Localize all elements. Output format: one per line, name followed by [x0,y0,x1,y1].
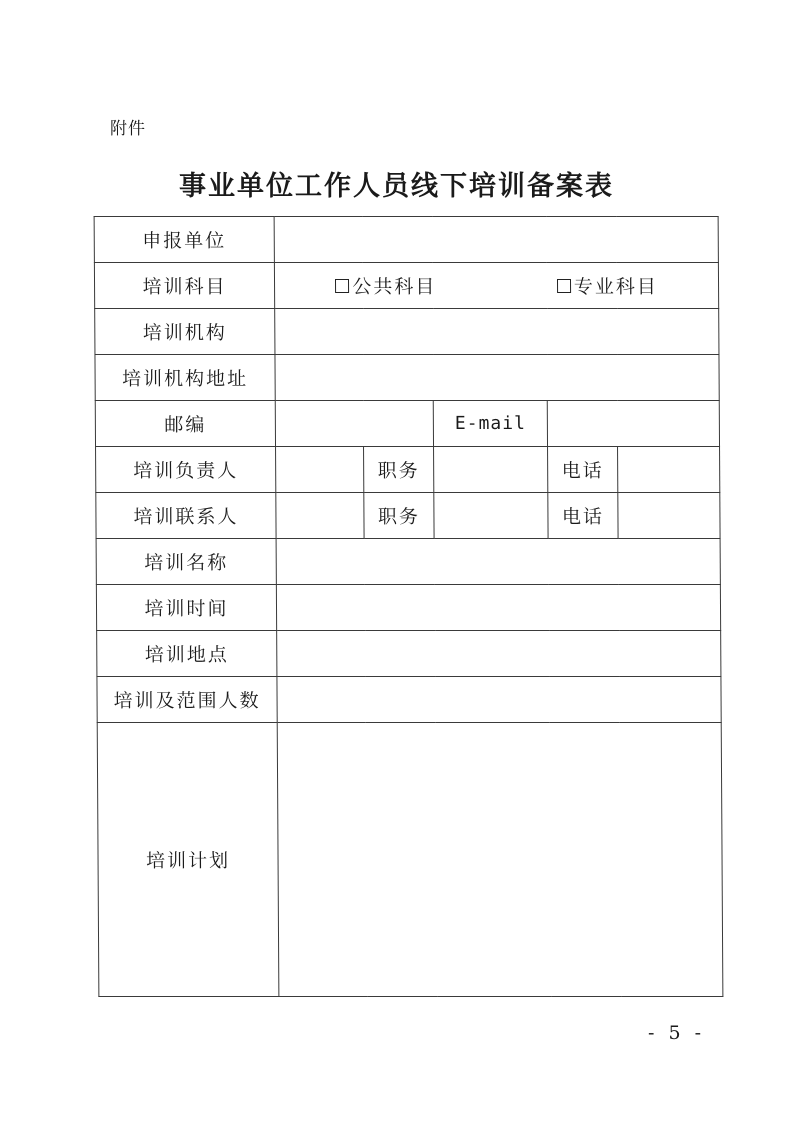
public-subject-label: 公共科目 [352,276,437,298]
training-subject-options [274,263,718,309]
public-subject-checkbox[interactable] [335,279,349,293]
professional-subject-checkbox[interactable] [557,279,571,293]
filing-form-table [94,216,724,997]
row-person-in-charge [96,447,720,493]
person-in-charge-position-field[interactable] [434,447,548,493]
training-time-field[interactable] [276,585,720,631]
training-institution-label: 培训机构 [95,309,275,355]
person-in-charge-phone-label: 电话 [548,447,618,493]
training-plan-label: 培训计划 [97,723,279,997]
page-number: - 5 - [647,1022,705,1044]
institution-address-label: 培训机构地址 [95,355,275,401]
contact-person-phone-label: 电话 [548,493,618,539]
contact-person-field[interactable] [276,493,364,539]
professional-subject-label: 专业科目 [573,276,658,298]
training-location-field[interactable] [277,631,721,677]
public-subject-option[interactable] [335,272,436,299]
row-postcode-email [95,401,719,447]
row-scope-headcount [97,677,721,723]
person-in-charge-label: 培训负责人 [96,447,276,493]
contact-person-phone-field[interactable] [618,493,720,539]
contact-person-label: 培训联系人 [96,493,276,539]
row-training-location [97,631,721,677]
professional-subject-option[interactable] [557,272,658,299]
person-in-charge-field[interactable] [276,447,364,493]
person-in-charge-position-label: 职务 [364,447,434,493]
postcode-label: 邮编 [95,401,275,447]
email-label: E-mail [433,401,547,447]
row-institution-address [95,355,719,401]
training-time-label: 培训时间 [96,585,276,631]
row-training-subject [94,263,718,309]
row-training-time [96,585,720,631]
contact-person-position-label: 职务 [364,493,434,539]
row-reporting-unit [94,217,718,263]
institution-address-field[interactable] [275,355,719,401]
person-in-charge-phone-field[interactable] [618,447,720,493]
training-subject-label: 培训科目 [94,263,274,309]
row-training-institution [95,309,719,355]
reporting-unit-label: 申报单位 [94,217,274,263]
row-training-plan [97,723,723,997]
training-institution-field[interactable] [275,309,719,355]
training-name-field[interactable] [276,539,720,585]
row-contact-person [96,493,720,539]
attachment-label: 附件 [110,119,146,139]
scope-headcount-label: 培训及范围人数 [97,677,277,723]
email-field[interactable] [547,401,719,447]
contact-person-position-field[interactable] [434,493,548,539]
row-training-name [96,539,720,585]
postcode-field[interactable] [275,401,433,447]
training-name-label: 培训名称 [96,539,276,585]
training-plan-field[interactable] [277,723,723,997]
scope-headcount-field[interactable] [277,677,721,723]
reporting-unit-field[interactable] [274,217,718,263]
form-title: 事业单位工作人员线下培训备案表 [179,171,614,202]
training-location-label: 培训地点 [97,631,277,677]
